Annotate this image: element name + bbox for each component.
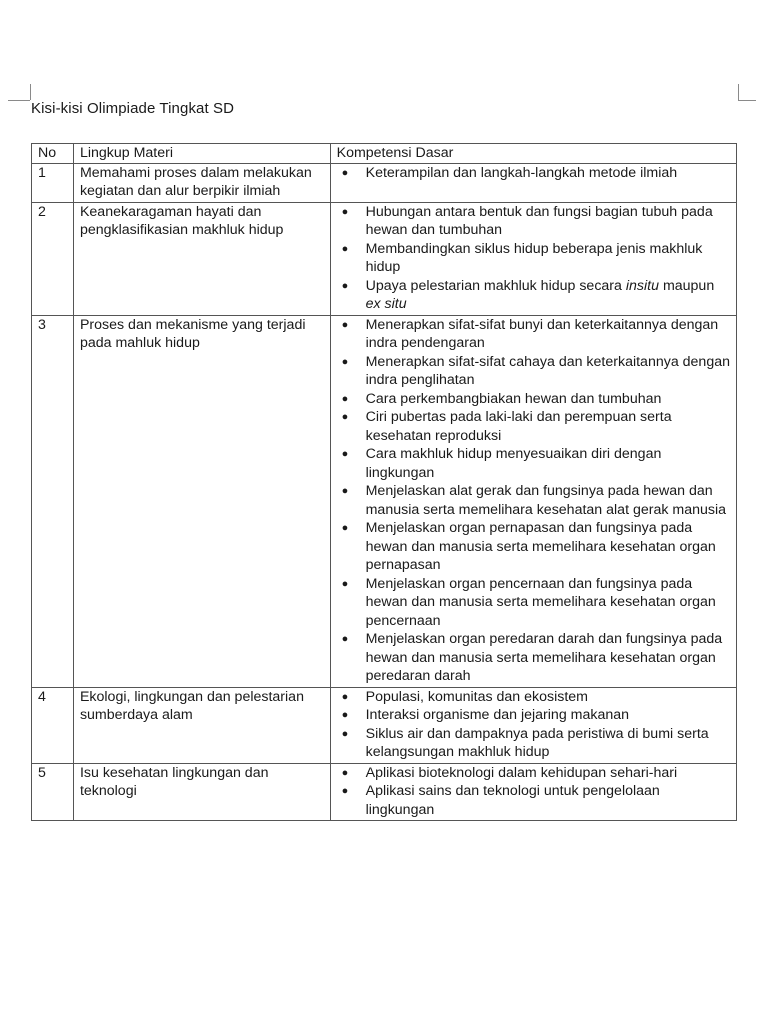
list-item <box>337 445 732 482</box>
list-item <box>337 316 732 353</box>
kompetensi-item-text: Menerapkan sifat-sifat bunyi dan keterkaitannya dengan indra pendengaran <box>365 316 719 351</box>
bullet-icon: ● <box>341 242 349 255</box>
kompetensi-item-text: Membandingkan siklus hidup beberapa jenis makhluk hidup <box>365 240 703 275</box>
lingkup-materi-cell: Keanekaragaman hayati dan pengklasifikasian makhluk hidup <box>73 202 330 315</box>
crop-mark-top-left-horizontal <box>8 100 30 101</box>
kompetensi-item-text: Interaksi organisme dan jejaring makanan <box>365 707 630 723</box>
list-item <box>337 764 732 783</box>
table-row <box>32 202 737 315</box>
list-item <box>337 164 732 183</box>
kompetensi-dasar-cell <box>330 763 736 821</box>
list-item <box>337 782 732 819</box>
bullet-icon: ● <box>341 633 349 645</box>
kompetensi-list <box>337 688 732 762</box>
bullet-icon: ● <box>341 785 349 797</box>
kompetensi-dasar-cell <box>330 687 736 763</box>
list-item <box>337 390 732 409</box>
bullet-icon: ● <box>341 485 349 497</box>
header-kompetensi-dasar: Kompetensi Dasar <box>330 144 736 164</box>
row-number: 3 <box>32 315 74 687</box>
kompetensi-dasar-cell <box>330 315 736 687</box>
kompetensi-item-text: Populasi, komunitas dan ekosistem <box>365 688 588 705</box>
table-row <box>32 315 737 687</box>
kompetensi-list <box>337 164 732 183</box>
header-lingkup-materi: Lingkup Materi <box>73 144 330 164</box>
bullet-icon: ● <box>341 166 349 179</box>
list-item <box>337 408 732 445</box>
kompetensi-item-italic-term: insitu <box>625 277 659 294</box>
kompetensi-item-text: Cara makhluk hidup menyesuaikan diri dengan lingkungan <box>365 446 662 481</box>
kompetensi-item-text: Menjelaskan organ pencernaan dan fungsinya pada hewan dan manusia serta memelihara kesehatan organ pencernaan <box>365 575 716 629</box>
kompetensi-list <box>337 203 732 314</box>
lingkup-materi-cell: Proses dan mekanisme yang terjadi pada mahluk hidup <box>73 315 330 687</box>
list-item <box>337 203 732 240</box>
bullet-icon: ● <box>341 766 349 779</box>
crop-mark-top-left-vertical <box>30 84 31 100</box>
header-no: No <box>32 144 74 164</box>
row-number: 4 <box>32 687 74 763</box>
kompetensi-dasar-cell <box>330 202 736 315</box>
kompetensi-item-text: maupun <box>659 277 715 294</box>
bullet-icon: ● <box>341 279 349 292</box>
list-item <box>337 519 732 575</box>
kompetensi-item-text: Aplikasi bioteknologi dalam kehidupan sehari-hari <box>365 764 678 781</box>
row-number: 1 <box>32 163 74 202</box>
kompetensi-item-text: Aplikasi sains dan teknologi untuk pengelolaan lingkungan <box>365 783 660 818</box>
list-item <box>337 706 732 725</box>
bullet-icon: ● <box>341 355 349 368</box>
table-row <box>32 763 737 821</box>
kompetensi-list <box>337 764 732 820</box>
lingkup-materi-cell: Memahami proses dalam melakukan kegiatan dan alur berpikir ilmiah <box>73 163 330 202</box>
kompetensi-list <box>337 316 732 686</box>
kompetensi-item-text: Menjelaskan organ peredaran darah dan fungsinya pada hewan dan manusia serta memelihara kesehatan organ peredaran darah <box>365 631 723 684</box>
row-number: 5 <box>32 763 74 821</box>
crop-mark-top-right-horizontal <box>738 100 756 101</box>
list-item <box>337 353 732 390</box>
kompetensi-item-text: Menjelaskan organ pernapasan dan fungsinya pada hewan dan manusia serta memelihara kesehatan organ pernapasan <box>365 520 716 573</box>
bullet-icon: ● <box>341 411 349 423</box>
kompetensi-item-text: Menjelaskan alat gerak dan fungsinya pada hewan dan manusia serta memelihara kesehatan alat gerak manusia <box>365 483 727 518</box>
crop-mark-top-right-vertical <box>738 84 739 100</box>
bullet-icon: ● <box>341 392 349 405</box>
table-row <box>32 687 737 763</box>
kompetensi-item-text: Menerapkan sifat-sifat cahaya dan keterkaitannya dengan indra penglihatan <box>365 353 730 388</box>
list-item <box>337 575 732 631</box>
kompetensi-item-text: Siklus air dan dampaknya pada peristiwa di bumi serta kelangsungan makhluk hidup <box>365 725 709 760</box>
list-item <box>337 240 732 277</box>
kompetensi-item-text: Cara perkembangbiakan hewan dan tumbuhan <box>365 390 662 407</box>
kompetensi-item-italic-term: ex situ <box>365 296 407 312</box>
lingkup-materi-cell: Ekologi, lingkungan dan pelestarian sumberdaya alam <box>73 687 330 763</box>
kisi-kisi-table <box>31 143 737 821</box>
list-item <box>337 725 732 762</box>
list-item <box>337 277 732 314</box>
bullet-icon: ● <box>341 448 349 460</box>
bullet-icon: ● <box>341 727 349 740</box>
kompetensi-item-text: Hubungan antara bentuk dan fungsi bagian tubuh pada hewan dan tumbuhan <box>365 203 713 238</box>
lingkup-materi-cell: Isu kesehatan lingkungan dan teknologi <box>73 763 330 821</box>
kompetensi-item-text: Ciri pubertas pada laki-laki dan perempuan serta kesehatan reproduksi <box>365 409 672 444</box>
list-item <box>337 630 732 686</box>
bullet-icon: ● <box>341 709 349 721</box>
list-item <box>337 688 732 707</box>
table-header-row <box>32 144 737 164</box>
document-title: Kisi-kisi Olimpiade Tingkat SD <box>31 100 235 117</box>
table-row <box>32 163 737 202</box>
bullet-icon: ● <box>341 522 349 534</box>
bullet-icon: ● <box>341 205 349 218</box>
kompetensi-dasar-cell <box>330 163 736 202</box>
kompetensi-item-text: Upaya pelestarian makhluk hidup secara <box>365 277 626 294</box>
kompetensi-item-text: Keterampilan dan langkah-langkah metode ilmiah <box>365 164 678 181</box>
bullet-icon: ● <box>341 690 349 703</box>
bullet-icon: ● <box>341 318 349 331</box>
list-item <box>337 482 732 519</box>
row-number: 2 <box>32 202 74 315</box>
bullet-icon: ● <box>341 577 349 590</box>
